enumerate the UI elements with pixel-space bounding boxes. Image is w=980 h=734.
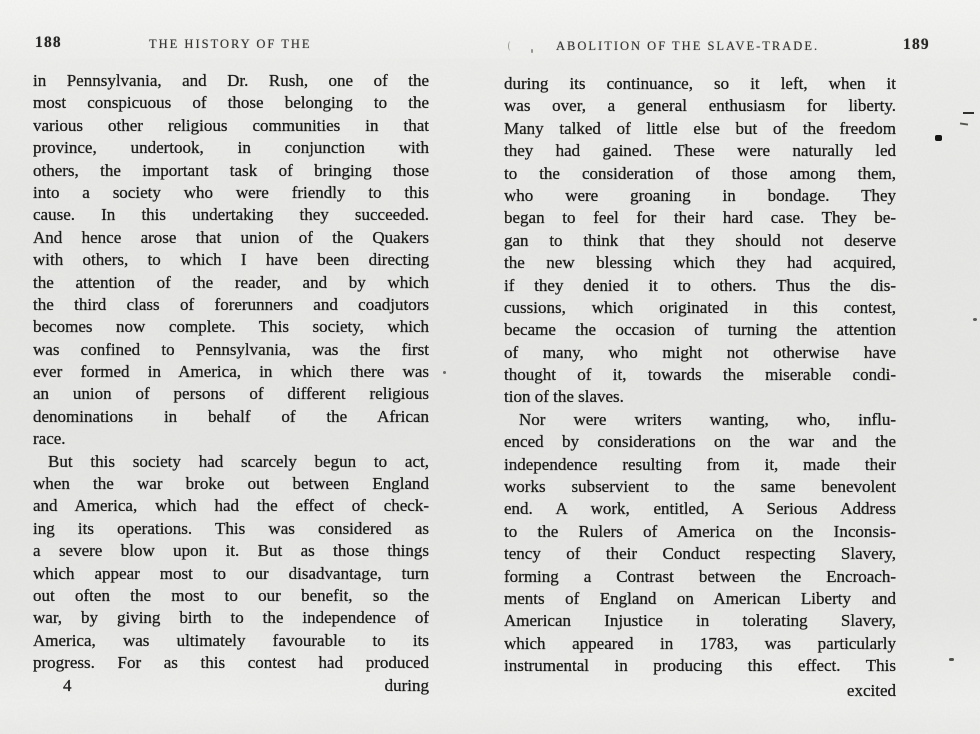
text-line: instrumental in producing this effect. This — [504, 656, 896, 676]
text-line: if they denied it to others. Thus the dis- — [504, 275, 896, 295]
text-line: independence resulting from it, made their — [504, 454, 896, 474]
text-line: cussions, which originated in this contest, — [504, 297, 896, 317]
text-line: tency of their Conduct respecting Slavery, — [504, 544, 896, 564]
text-line: others, the important task of bringing those — [33, 160, 429, 180]
text-line: to the consideration of those among them, — [504, 163, 896, 183]
text-line: of many, who might not otherwise have — [504, 342, 896, 362]
text-line: ever formed in America, in which there was — [33, 362, 429, 382]
text-line: which appear most to our disadvantage, turn — [33, 563, 429, 583]
text-line: But this society had scarcely begun to act, — [48, 451, 429, 471]
text-line: with others, to which I have been directing — [33, 250, 429, 270]
text-line: enced by considerations on the war and the — [504, 432, 896, 452]
text-line: progress. For as this contest had produced — [33, 653, 429, 673]
text-line: forming a Contrast between the Encroach- — [504, 566, 896, 586]
signature-mark: 4 — [63, 676, 72, 695]
text-line: out often the most to our benefit, so the — [33, 585, 429, 605]
text-line: war, by giving birth to the independence of — [33, 608, 429, 628]
text-line: to the Rulers of America on the Inconsis- — [504, 521, 896, 541]
text-line: province, undertook, in conjunction with — [33, 138, 429, 158]
left-page-footer — [33, 676, 429, 696]
left-page-number: 188 — [35, 34, 62, 51]
text-line: they had gained. These were naturally led — [504, 141, 896, 161]
left-body-text — [33, 70, 429, 675]
text-line: Nor were writers wanting, who, influ- — [519, 409, 896, 429]
text-line: race. — [33, 429, 66, 449]
right-catchword: excited — [846, 681, 896, 700]
text-line: when the war broke out between England — [33, 474, 429, 494]
text-line: end. A work, entitled, A Serious Address — [504, 499, 896, 519]
text-line: ing its operations. This was considered as — [33, 518, 429, 538]
text-line: American Injustice in tolerating Slavery, — [504, 611, 896, 631]
text-line: denominations in behalf of the African — [33, 406, 429, 426]
text-line: during its continuance, so it left, when it — [504, 74, 896, 93]
text-line: was over, a general enthusiasm for liberty. — [504, 96, 896, 116]
text-line: cause. In this undertaking they succeeded. — [33, 205, 429, 225]
text-line: works subservient to the same benevolent — [504, 477, 896, 497]
text-line: was confined to Pennsylvania, was the first — [33, 339, 429, 359]
text-line: tion of the slaves. — [504, 387, 624, 407]
text-line: and America, which had the effect of check- — [33, 496, 429, 516]
text-line: ments of England on American Liberty and — [504, 588, 896, 608]
right-page-footer — [504, 681, 896, 701]
text-line: the attention of the reader, and by which — [33, 272, 429, 292]
text-line: America, was ultimately favourable to its — [33, 630, 429, 650]
text-line: who were groaning in bondage. They — [504, 185, 896, 205]
text-line: which appeared in 1783, was particularly — [504, 633, 896, 653]
right-running-title: ABOLITION OF THE SLAVE-TRADE. — [556, 39, 820, 53]
text-line: began to feel for their hard case. They be- — [504, 208, 896, 228]
text-line: in Pennsylvania, and Dr. Rush, one of the — [33, 71, 429, 90]
left-running-title: THE HISTORY OF THE — [149, 37, 312, 51]
text-line: And hence arose that union of the Quakers — [33, 227, 429, 247]
text-line: a severe blow upon it. But as those things — [33, 541, 429, 561]
text-line: an union of persons of different religious — [33, 384, 429, 404]
text-line: Many talked of little else but of the freedom — [504, 118, 896, 138]
text-line: the new blessing which they had acquired, — [504, 253, 896, 273]
text-line: various other religious communities in that — [33, 115, 429, 135]
text-line: the third class of forerunners and coadjutors — [33, 294, 429, 314]
text-line: becomes now complete. This society, which — [33, 317, 429, 337]
text-line: gan to think that they should not deserve — [504, 230, 896, 250]
text-line: thought of it, towards the miserable condi- — [504, 365, 896, 385]
right-body-text — [504, 73, 896, 678]
right-page — [490, 0, 980, 734]
text-line: most conspicuous of those belonging to the — [33, 93, 429, 113]
left-catchword: during — [384, 676, 429, 695]
text-line: into a society who were friendly to this — [33, 182, 429, 202]
right-page-number: 189 — [903, 36, 930, 53]
text-line: became the occasion of turning the attention — [504, 320, 896, 340]
